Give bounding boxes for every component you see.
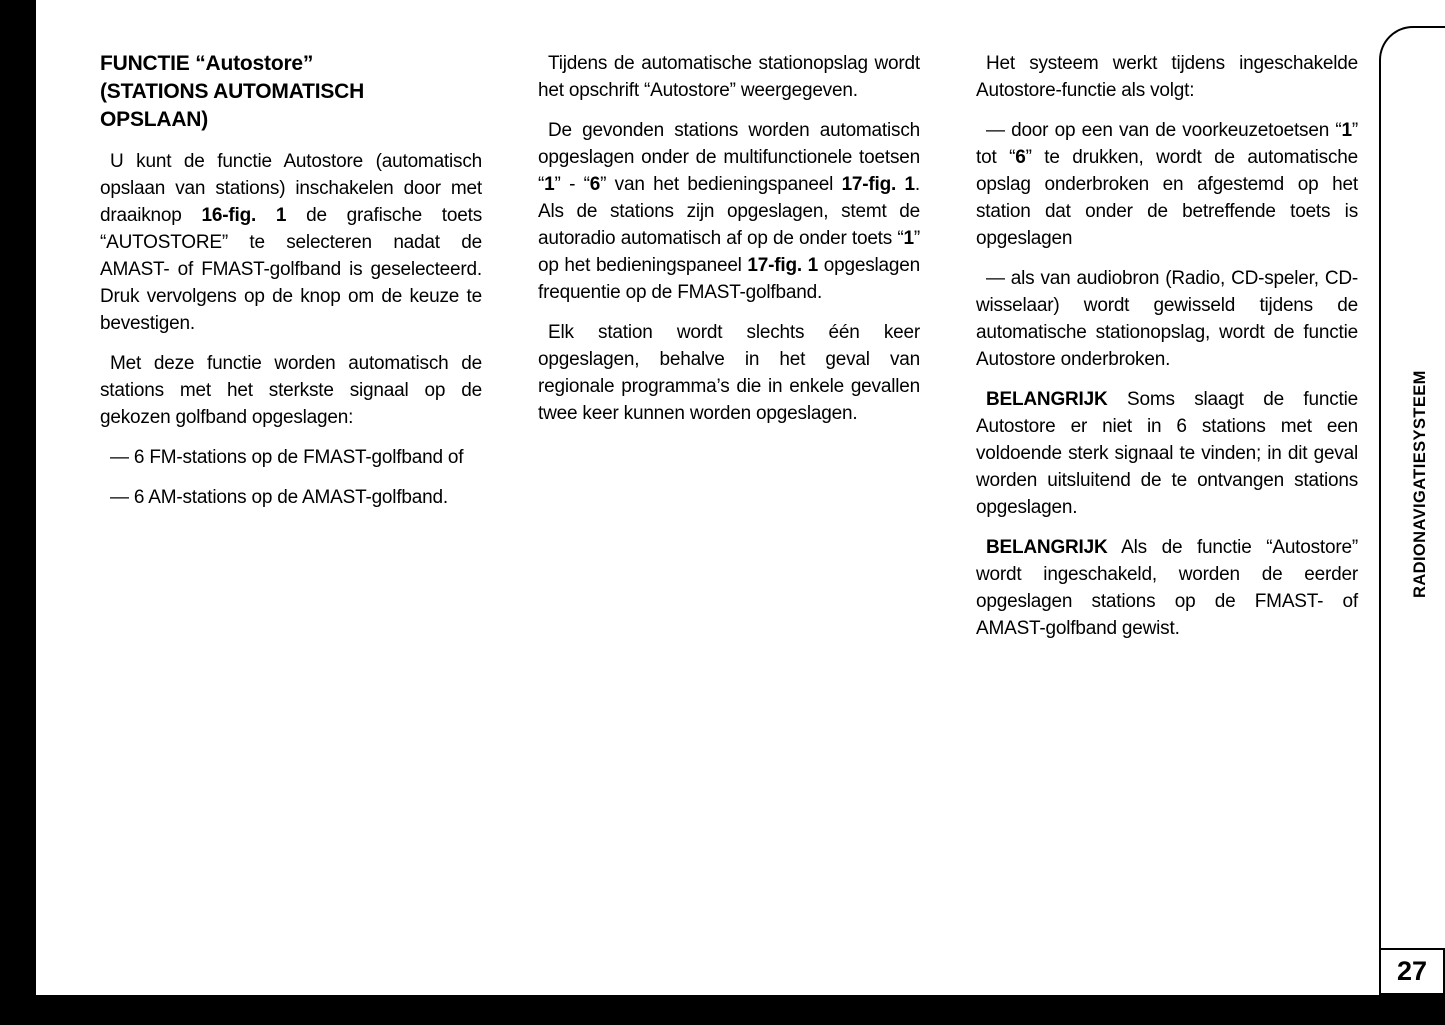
heading-line-3: OPSLAAN): [100, 108, 209, 131]
content-columns: [100, 50, 1358, 655]
column-1: [100, 50, 482, 655]
col2-paragraph-1: Tijdens de automatische stationopslag wordt het opschrift “Autostore” weergegeven.: [538, 53, 920, 101]
col3-paragraph-3: — als van audiobron (Radio, CD-speler, CD-wisselaar) wordt gewisseld tijdens de automatische stationopslag, wordt de functie Autostore onderbroken.: [976, 268, 1358, 370]
section-heading: [100, 50, 482, 134]
heading-line-1: FUNCTIE “Autostore”: [100, 52, 314, 75]
col1-paragraph-4: — 6 AM-stations op de AMAST-golfband.: [110, 487, 448, 508]
col1-paragraph-2: Met deze functie worden automatisch de stations met het sterkste signaal op de gekozen golfband opgeslagen:: [100, 353, 482, 428]
col1-paragraph-3: — 6 FM-stations op de FMAST-golfband of: [110, 447, 464, 468]
col2-paragraph-2: De gevonden stations worden automatisch opgeslagen onder de multifunctionele toetsen “1” - “6” van het bedieningspaneel 17-fig. 1. Als de stations zijn opgeslagen, stemt de autoradio automatisch af op de onder toets “1” op het bedieningspaneel 17-fig. 1 opgeslagen frequentie op de FMAST-golfband.: [538, 120, 920, 303]
col2-paragraph-3: Elk station wordt slechts één keer opgeslagen, behalve in het geval van regionale programma’s die in enkele gevallen twee keer kunnen worden opgeslagen.: [538, 322, 920, 424]
column-2: [538, 50, 920, 655]
col3-paragraph-1: Het systeem werkt tijdens ingeschakelde Autostore-functie als volgt:: [976, 53, 1358, 101]
page-number-box: [1379, 948, 1445, 995]
bottom-black-bar: [0, 995, 1445, 1025]
col3-paragraph-4: BELANGRIJK Soms slaagt de functie Autostore er niet in 6 stations met een voldoende sterk signaal te vinden; in dit geval worden uitsluitend de te ontvangen stations opgeslagen.: [976, 389, 1358, 518]
heading-line-2: (STATIONS AUTOMATISCH: [100, 80, 365, 103]
col3-paragraph-5: BELANGRIJK Als de functie “Autostore” wordt ingeschakeld, worden de eerder opgeslagen stations op de FMAST- of AMAST-golfband gewist.: [976, 537, 1358, 639]
column-3: [976, 50, 1358, 655]
left-black-bar: [0, 0, 36, 1025]
page-number: 27: [1396, 956, 1428, 986]
chapter-sidebar-label: RADIONAVIGATIESYSTEEM: [1411, 370, 1429, 598]
col3-paragraph-2: — door op een van de voorkeuzetoetsen “1” tot “6” te drukken, wordt de automatische opslag onderbroken en afgestemd op het station dat onder de betreffende toets is opgeslagen: [976, 120, 1359, 249]
col1-paragraph-1: U kunt de functie Autostore (automatisch opslaan van stations) inschakelen door met draaiknop 16-fig. 1 de grafische toets “AUTOSTORE” te selecteren nadat de AMAST- of FMAST-golfband is geselecteerd. Druk vervolgens op de knop om de keuze te bevestigen.: [100, 151, 483, 334]
